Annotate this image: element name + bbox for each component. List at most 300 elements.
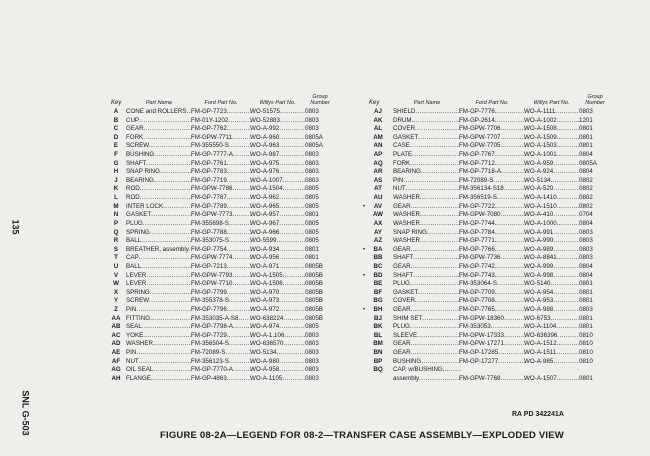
part-name-cell: FITTING ..... xyxy=(126,315,192,324)
part-name-cell: BALL ..... xyxy=(126,263,192,272)
willys-part-no-cell: WO-51575 ..... xyxy=(250,108,305,117)
table-row xyxy=(369,142,639,151)
ford-part-no-cell: FM-GP-7744 ..... xyxy=(459,220,525,229)
part-name-cell: WASHER ..... xyxy=(393,211,461,220)
group-number-cell: 0805B xyxy=(305,280,323,288)
row-bullet-icon: • xyxy=(363,272,366,279)
key-cell: AY xyxy=(373,228,383,236)
group-number-cell: 0801 xyxy=(305,254,319,262)
key-cell: AB xyxy=(111,323,121,331)
ford-part-no-cell: FM-GP-7776 ..... xyxy=(459,108,525,117)
table-row xyxy=(111,168,341,177)
key-cell: AX xyxy=(373,219,383,227)
ford-part-no-cell: FM-353035-A-S8 ..... xyxy=(191,315,251,324)
group-number-cell: 0805B xyxy=(305,262,323,270)
table-row xyxy=(111,297,341,306)
ford-part-no-cell: FM-GPW-17333 ..... xyxy=(459,332,525,341)
ford-part-no-cell: FM-GP-7787 ..... xyxy=(191,194,251,203)
table-row xyxy=(111,194,341,203)
key-cell: AF xyxy=(111,357,121,365)
table-row xyxy=(369,366,639,375)
willys-part-no-cell: WO-A-974 ..... xyxy=(250,323,305,332)
part-name-cell: ROD ..... xyxy=(126,185,192,194)
willys-part-no-cell: WO-A-1105 ..... xyxy=(250,375,305,384)
header-willys-part-no: Willys Part No. xyxy=(533,100,570,106)
willys-part-no-cell: WO-636396 ..... xyxy=(524,332,579,341)
willys-part-no-cell: WO-A-975 ..... xyxy=(250,160,305,169)
key-cell: AU xyxy=(373,194,383,202)
part-name-cell: GEAR ..... xyxy=(393,203,461,212)
group-number-cell: 0805 xyxy=(305,323,319,331)
part-name-cell: SHIM SET ..... xyxy=(393,315,461,324)
key-cell: F xyxy=(114,151,118,159)
ford-part-no-cell: FM-GP-7771 ..... xyxy=(459,237,525,246)
key-cell: D xyxy=(113,133,119,141)
willys-part-no-cell: WO-A-963 ..... xyxy=(250,142,305,151)
key-cell: X xyxy=(113,288,119,296)
table-row xyxy=(111,108,341,117)
willys-part-no-cell: WO-A-998 ..... xyxy=(524,272,579,281)
part-name-cell: PLATE ..... xyxy=(393,151,461,160)
willys-part-no-cell: WO-A-1,106 ..... xyxy=(250,332,305,341)
group-number-cell: 0803 xyxy=(305,159,319,167)
key-cell: K xyxy=(113,185,119,193)
group-number-cell: 0801 xyxy=(579,133,593,141)
group-number-cell: 0804 xyxy=(579,151,593,159)
table-row xyxy=(369,263,639,272)
ford-part-no-cell: FM-GPW-7736 ..... xyxy=(459,254,525,263)
part-name-cell: GASKET ..... xyxy=(393,134,461,143)
key-cell: G xyxy=(113,159,119,167)
group-number-cell: 0803 xyxy=(305,349,319,357)
key-cell: BJ xyxy=(374,314,382,322)
ford-part-no-cell: FM-355378-S ..... xyxy=(191,297,251,306)
part-name-cell: GASKET ..... xyxy=(393,289,461,298)
willys-part-no-cell: WO-5134 ..... xyxy=(250,349,305,358)
key-cell: P xyxy=(113,219,119,227)
willys-part-no-cell: WO-A-976 ..... xyxy=(250,168,305,177)
ford-part-no-cell: FM-353075-S ..... xyxy=(191,237,251,246)
willys-part-no-cell: WO-A-962 ..... xyxy=(250,194,305,203)
ford-part-no-cell: FM-GP-7213 ..... xyxy=(191,263,251,272)
group-number-cell: 0804 xyxy=(579,168,593,176)
key-cell: BF xyxy=(373,288,383,296)
table-row xyxy=(111,280,341,289)
reference-number: RA PD 342241A xyxy=(512,411,564,418)
group-number-cell: 0810 xyxy=(579,349,593,357)
ford-part-no-cell: FM-GP-7789 ..... xyxy=(191,203,251,212)
ford-part-no-cell: FM-GPW-7774 ..... xyxy=(191,254,251,263)
willys-part-no-cell: WO-A-1410 ..... xyxy=(524,194,579,203)
part-name-cell: DRUM ..... xyxy=(393,117,461,126)
key-cell: BB xyxy=(373,254,383,262)
willys-part-no-cell: WO-A-934 ..... xyxy=(250,246,305,255)
part-name-cell: LEVER ..... xyxy=(126,272,192,281)
ford-part-no-cell: FM-GP-7754 ..... xyxy=(191,246,251,255)
willys-part-no-cell: WO-A-970 ..... xyxy=(250,289,305,298)
willys-part-no-cell: WO-5599 ..... xyxy=(250,237,305,246)
table-row xyxy=(111,358,341,367)
table-row xyxy=(369,211,639,220)
part-name-cell: NUT ..... xyxy=(126,358,192,367)
ford-part-no-cell: FM-GPW-7705 ..... xyxy=(459,142,525,151)
table-row xyxy=(369,134,639,143)
part-name-cell: WASHER ..... xyxy=(393,194,461,203)
group-number-cell: 0805B xyxy=(305,297,323,305)
willys-part-no-cell: WO-A-992 ..... xyxy=(250,125,305,134)
willys-part-no-cell: WO-A-966 ..... xyxy=(250,229,305,238)
key-cell: AV xyxy=(373,202,383,210)
part-name-cell: CAP, w/BUSHING, ..... xyxy=(393,366,461,375)
willys-part-no-cell: WO-A-967 ..... xyxy=(250,220,305,229)
key-cell: AR xyxy=(373,168,383,176)
ford-part-no-cell: FM-GP-7766 ..... xyxy=(459,246,525,255)
part-name-cell: SPRING ..... xyxy=(126,229,192,238)
group-number-cell: 0803 xyxy=(579,228,593,236)
ford-part-no-cell: FM-01Y-1202 ..... xyxy=(191,117,251,126)
part-name-cell: FORK ..... xyxy=(126,134,192,143)
ford-part-no-cell: FM-GP-7770-A ..... xyxy=(191,366,251,375)
key-cell: AQ xyxy=(373,159,383,167)
key-cell: AT xyxy=(374,185,382,193)
table-row xyxy=(111,340,341,349)
part-name-cell: INTER LOCK ..... xyxy=(126,203,192,212)
header-key: Key xyxy=(369,100,380,106)
table-row xyxy=(369,237,639,246)
key-cell: BE xyxy=(373,280,383,288)
part-name-cell: SHIELD ..... xyxy=(393,108,461,117)
table-row xyxy=(369,349,639,358)
key-cell: AS xyxy=(373,176,383,184)
part-name-cell: CUP ..... xyxy=(126,117,192,126)
group-number-cell: 0803 xyxy=(579,306,593,314)
key-cell: W xyxy=(113,280,119,288)
group-number-cell: 0803 xyxy=(305,116,319,124)
ford-part-no-cell: FM-GP-7777-A ..... xyxy=(191,151,251,160)
willys-part-no-cell: WO-5134 ..... xyxy=(524,177,579,186)
table-row xyxy=(111,375,341,384)
group-number-cell: 0803 xyxy=(579,245,593,253)
table-row xyxy=(363,202,639,212)
willys-part-no-cell: WO-A-965 ..... xyxy=(250,203,305,212)
willys-part-no-cell: WO-A-960 ..... xyxy=(250,134,305,143)
group-number-cell: 0805 xyxy=(305,228,319,236)
table-row xyxy=(369,323,639,332)
group-number-cell: 0803 xyxy=(305,366,319,374)
part-name-cell: PLUG ..... xyxy=(393,323,461,332)
ford-part-no-cell: FM-GPW-7706 ..... xyxy=(459,125,525,134)
part-name-cell: FORK ..... xyxy=(393,160,461,169)
header-part-name: Part Name xyxy=(145,100,173,106)
willys-part-no-cell: WO-A-971 ..... xyxy=(250,263,305,272)
key-cell: U xyxy=(113,262,119,270)
ford-part-no-cell: FM-356123-S ..... xyxy=(191,358,251,367)
table-row xyxy=(369,315,639,324)
ford-part-no-cell: FM-72089-S ..... xyxy=(459,177,525,186)
ford-part-no-cell: FM-GPW-7707 ..... xyxy=(459,134,525,143)
table-row xyxy=(111,151,341,160)
group-number-cell: 0803 xyxy=(305,331,319,339)
part-name-cell: GEAR ..... xyxy=(126,125,192,134)
group-number-cell: 0802 xyxy=(579,202,593,210)
group-number-cell: 0704 xyxy=(579,211,593,219)
key-cell: V xyxy=(113,271,119,279)
part-name-cell: SEAL ..... xyxy=(126,323,192,332)
part-name-cell: PLUG ..... xyxy=(393,280,461,289)
part-name-cell: PIN ..... xyxy=(126,349,192,358)
ford-part-no-cell: FM-GP-7798-A ..... xyxy=(191,323,251,332)
table-row xyxy=(111,306,341,315)
willys-part-no-cell: WO-A-1505 ..... xyxy=(250,272,305,281)
part-name-cell: SNAP RING ..... xyxy=(126,168,192,177)
key-cell: C xyxy=(113,125,119,133)
key-cell: BC xyxy=(373,262,383,270)
key-cell: AM xyxy=(373,133,383,141)
ford-part-no-cell: FM-356134-S18 ..... xyxy=(459,185,525,194)
table-row xyxy=(111,177,341,186)
header-group-number: Group Number xyxy=(310,94,330,106)
ford-part-no-cell: FM-GPW-7793 ..... xyxy=(191,272,251,281)
table-row xyxy=(369,177,639,186)
part-name-cell: CAP ..... xyxy=(126,254,192,263)
group-number-cell: 0805A xyxy=(579,159,597,167)
table-row xyxy=(369,168,639,177)
table-row xyxy=(111,366,341,375)
ford-part-no-cell: FM-GP-4863 ..... xyxy=(191,375,251,384)
willys-part-no-cell: WO-A-954 ..... xyxy=(524,289,579,298)
willys-part-no-cell: WO-A-410 ..... xyxy=(524,211,579,220)
table-row xyxy=(111,323,341,332)
part-name-cell: COVER ..... xyxy=(393,125,461,134)
key-cell: AN xyxy=(373,142,383,150)
key-cell: T xyxy=(114,254,118,262)
part-name-cell: PLUG ..... xyxy=(126,220,192,229)
group-number-cell: 0805B xyxy=(305,271,323,279)
key-cell: S xyxy=(113,245,119,253)
ford-part-no-cell: FM-GPW-7768 ..... xyxy=(459,375,525,384)
willys-part-no-cell: WO-A-1007 ..... xyxy=(250,177,305,186)
ford-part-no-cell: FM-GPW-17271 ..... xyxy=(459,340,525,349)
group-number-cell: 0805A xyxy=(305,142,323,150)
table-row xyxy=(111,134,341,143)
part-name-cell: COVER ..... xyxy=(393,297,461,306)
snl-label: SNL G-503 xyxy=(20,390,31,436)
key-cell: BM xyxy=(373,340,383,348)
group-number-cell: 0801 xyxy=(579,142,593,150)
willys-part-no-cell: WO-A-987 ..... xyxy=(250,151,305,160)
table-row xyxy=(369,297,639,306)
willys-part-no-cell: WO-52883 ..... xyxy=(250,117,305,126)
table-row xyxy=(369,185,639,194)
table-row xyxy=(111,220,341,229)
table-row xyxy=(369,358,639,367)
table-header xyxy=(111,88,341,108)
group-number-cell: 0801 xyxy=(579,314,593,322)
key-cell: Y xyxy=(113,297,119,305)
ford-part-no-cell: FM-GP-7742 ..... xyxy=(459,263,525,272)
ford-part-no-cell: FM-GP-7729 ..... xyxy=(191,332,251,341)
part-name-cell: OIL SEAL ..... xyxy=(126,366,192,375)
willys-part-no-cell: WO-A-959 ..... xyxy=(524,160,579,169)
willys-part-no-cell: WO-A-972 ..... xyxy=(250,306,305,315)
key-cell: AZ xyxy=(373,237,383,245)
table-row xyxy=(111,315,341,324)
key-cell: BG xyxy=(373,297,383,305)
ford-part-no-cell: FM-GP-7708 ..... xyxy=(459,297,525,306)
group-number-cell: 0810 xyxy=(579,357,593,365)
part-name-cell: BALL ..... xyxy=(126,237,192,246)
key-cell: BQ xyxy=(373,366,383,374)
ford-part-no-cell: FM-GPW-7773 ..... xyxy=(191,211,251,220)
ford-part-no-cell: FM-GP-17285 ..... xyxy=(459,349,525,358)
table-row xyxy=(111,160,341,169)
ford-part-no-cell: FM-355550-S ..... xyxy=(191,142,251,151)
legend-column-right xyxy=(363,88,639,384)
ford-part-no-cell: FM-GP-7784 ..... xyxy=(459,229,525,238)
table-row xyxy=(111,237,341,246)
table-row xyxy=(111,289,341,298)
willys-part-no-cell: WO-A-1104 ..... xyxy=(524,323,579,332)
table-row xyxy=(369,108,639,117)
willys-part-no-cell: WO-638224 ..... xyxy=(250,315,305,324)
group-number-cell: 0801 xyxy=(579,297,593,305)
group-number-cell: 0805 xyxy=(305,219,319,227)
group-number-cell: 0803 xyxy=(305,108,319,115)
ford-part-no-cell: FM-GP-17277 ..... xyxy=(459,358,525,367)
table-row xyxy=(111,332,341,341)
group-number-cell: 0803 xyxy=(579,254,593,262)
table-row xyxy=(111,211,341,220)
table-row xyxy=(111,125,341,134)
willys-part-no-cell: WO-A-953 ..... xyxy=(524,297,579,306)
part-name-cell: SHAFT ..... xyxy=(393,272,461,281)
part-name-cell: SCREW ..... xyxy=(126,142,192,151)
key-cell: AL xyxy=(373,125,383,133)
group-number-cell: 0805 xyxy=(305,202,319,210)
key-cell: M xyxy=(113,202,119,210)
group-number-cell: 0803 xyxy=(305,176,319,184)
table-row xyxy=(111,254,341,263)
group-number-cell: 0803 xyxy=(305,151,319,159)
willys-part-no-cell: WO-A-1111 ..... xyxy=(524,108,579,117)
group-number-cell: 0803 xyxy=(305,125,319,133)
ford-part-no-cell: FM-GPW-18360 ..... xyxy=(459,315,525,324)
part-name-cell: SHAFT ..... xyxy=(393,254,461,263)
part-name-cell: BUSHING ..... xyxy=(126,151,192,160)
table-row xyxy=(111,142,341,151)
group-number-cell: 0803 xyxy=(305,357,319,365)
key-cell: BD xyxy=(373,271,383,279)
group-number-cell: 0802 xyxy=(579,176,593,184)
row-bullet-icon: • xyxy=(363,203,366,210)
key-cell: BK xyxy=(373,323,383,331)
group-number-cell: 0805A xyxy=(305,133,323,141)
willys-part-no-cell: WO-A-999 ..... xyxy=(524,263,579,272)
group-number-cell: 0804 xyxy=(579,219,593,227)
ford-part-no-cell: FM-GP-7718-A ..... xyxy=(459,168,525,177)
ford-part-no-cell: FM-GPW-7711 ..... xyxy=(191,134,251,143)
ford-part-no-cell: FM-GP-7788 ..... xyxy=(191,229,251,238)
group-number-cell: 0805B xyxy=(305,306,323,314)
willys-part-no-cell: WO-A-1506 ..... xyxy=(250,280,305,289)
group-number-cell: 0803 xyxy=(305,374,319,382)
group-number-cell: 0801 xyxy=(305,245,319,253)
willys-part-no-cell: WO-A-8841 ..... xyxy=(524,254,579,263)
key-cell: AH xyxy=(111,374,121,382)
ford-part-no-cell: FM-GPW-7786 ..... xyxy=(191,185,251,194)
willys-part-no-cell: WO-A-957 ..... xyxy=(250,211,305,220)
table-row xyxy=(111,229,341,238)
part-name-cell: BUSHING ..... xyxy=(393,358,461,367)
key-cell: AW xyxy=(373,211,383,219)
row-bullet-icon: • xyxy=(363,307,366,314)
part-name-cell: BEARING ..... xyxy=(126,177,192,186)
table-row xyxy=(369,194,639,203)
part-name-cell: WASHER ..... xyxy=(393,237,461,246)
willys-part-no-cell: WO-A-520 ..... xyxy=(524,185,579,194)
key-cell: AE xyxy=(111,349,121,357)
ford-part-no-cell: FM-GP-7765 ..... xyxy=(459,306,525,315)
part-name-cell: GEAR ..... xyxy=(393,306,461,315)
willys-part-no-cell: WO-A-988 ..... xyxy=(524,306,579,315)
group-number-cell: 0805 xyxy=(305,194,319,202)
key-cell: B xyxy=(113,116,119,124)
group-number-cell: 0801 xyxy=(579,280,593,288)
ford-part-no-cell: FM-72089-S ..... xyxy=(191,349,251,358)
ford-part-no-cell: FM-GP-7712 ..... xyxy=(459,160,525,169)
willys-part-no-cell: WO-A-980 ..... xyxy=(250,358,305,367)
group-number-cell: 0810 xyxy=(579,331,593,339)
willys-part-no-cell: WO-A-990 ..... xyxy=(524,237,579,246)
part-name-cell: CASE ..... xyxy=(393,142,461,151)
header-ford-part-no: Ford Part No. xyxy=(204,100,238,106)
group-number-cell: 0801 xyxy=(579,125,593,133)
group-number-cell: 0810 xyxy=(579,340,593,348)
willys-part-no-cell: WO-A-1507 ..... xyxy=(524,375,579,384)
part-name-cell: SCREW ..... xyxy=(126,297,192,306)
willys-part-no-cell: WO-A-1509 ..... xyxy=(524,134,579,143)
table-row xyxy=(363,306,639,315)
ford-part-no-cell: FM-GP-2614 ..... xyxy=(459,117,525,126)
header-group-number: Group Number xyxy=(585,94,605,106)
header-willys-part-no: Willys Part No. xyxy=(259,100,296,106)
part-name-cell: GEAR ..... xyxy=(393,349,461,358)
key-cell: Q xyxy=(113,228,119,236)
willys-part-no-cell: WO-A-1511 ..... xyxy=(524,349,579,358)
table-row xyxy=(111,185,341,194)
page-number: 135 xyxy=(10,219,21,235)
part-name-cell: ROD ..... xyxy=(126,194,192,203)
group-number-cell: 0801 xyxy=(305,211,319,219)
key-cell: BH xyxy=(373,306,383,314)
key-cell: H xyxy=(113,168,119,176)
part-name-cell: WASHER ..... xyxy=(393,220,461,229)
ford-part-no-cell: FM-GP-7719 ..... xyxy=(191,177,251,186)
willys-part-no-cell: WO-A-973 ..... xyxy=(250,297,305,306)
legend-rows-left xyxy=(111,108,341,384)
ford-part-no-cell: FM-356519-S ..... xyxy=(459,194,525,203)
group-number-cell: 0803 xyxy=(305,168,319,176)
part-name-cell: NUT ..... xyxy=(393,185,461,194)
ford-part-no-cell: FM-356504-S ..... xyxy=(191,340,251,349)
group-number-cell: 0804 xyxy=(579,271,593,279)
group-number-cell: 0802 xyxy=(579,194,593,202)
part-name-cell: FLANGE ..... xyxy=(126,375,192,384)
key-cell: AC xyxy=(111,331,121,339)
table-row xyxy=(369,229,639,238)
ford-part-no-cell: FM-GP-7709 ..... xyxy=(459,289,525,298)
table-header xyxy=(369,88,639,108)
